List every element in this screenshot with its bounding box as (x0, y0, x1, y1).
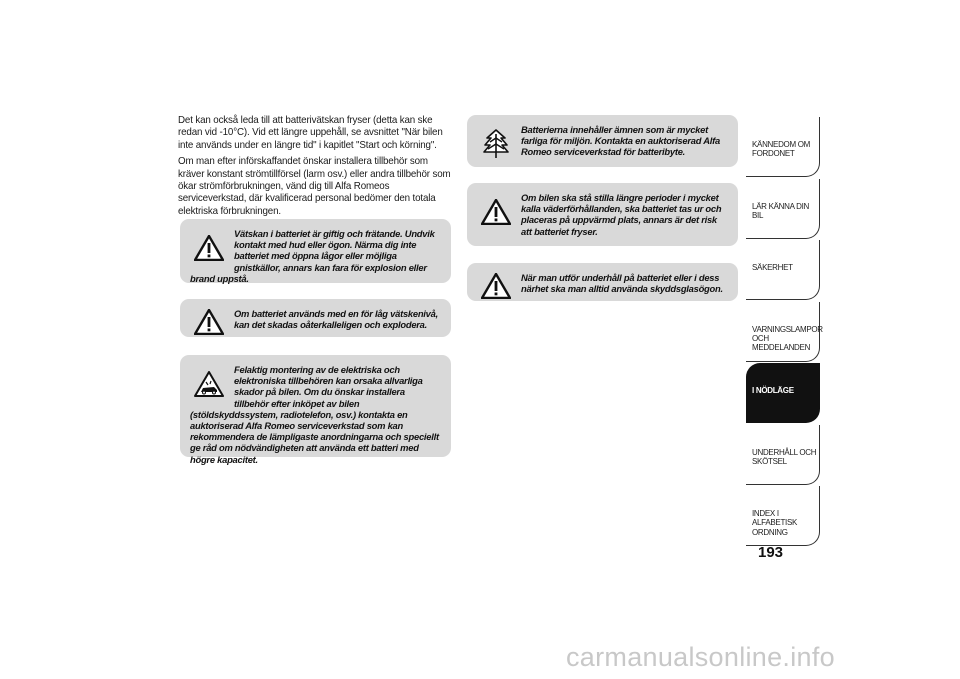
warning-triangle-icon (190, 230, 228, 266)
warning-box (180, 355, 451, 465)
body-text (178, 115, 453, 218)
car-damage-triangle-icon (190, 366, 228, 402)
tab-index[interactable] (746, 486, 820, 546)
page-number: 193 (758, 544, 784, 561)
tab-sakerhet[interactable] (746, 240, 820, 300)
watermark: carmanualsonline.info (566, 642, 835, 672)
paragraph: Det kan också leda till att batterivätskan fryser (detta kan ske redan vid -10°C). Vid ett längre uppehåll, se avsnittet "När bilen inte används under en längre tid" i kapitlet "Start och körning". (178, 115, 443, 151)
tab-label: KÄNNEDOM OM FORDONET (752, 140, 811, 159)
chapter-tabs (746, 117, 823, 548)
warning-text: Batterierna innehåller ämnen som är mycket farliga för miljön. Kontakta en auktoriserad Alfa Romeo serviceverkstad för batteribyte. (521, 124, 720, 158)
warning-text: Felaktig montering av de elektriska och elektroniska tillbehören kan orsaka allvarliga skador på bilen. Om du önskar installera tillbehör efter inköpet av bilen (stöldskyddssystem, radiotelefon, osv.) kontakta en auktoriserad Alfa Romeo serviceverkstad som kan rekommendera de lämpligaste anordningarna och speciellt ge råd om nödvändigheten att använda ett batteri med högre kapacitet. (190, 364, 439, 465)
tab-label: VARNINGSLAMPOR OCH MEDDELANDEN (752, 324, 823, 353)
warning-text: Om bilen ska stå stilla längre perioder i mycket kalla väderförhållanden, ska batteriet tas ur och placeras på uppvärmd plats, annars är det risk att batteriet fryser. (521, 192, 722, 237)
left-column (178, 115, 453, 222)
tab-underhall-och-skotsel[interactable] (746, 425, 820, 485)
warning-triangle-icon (477, 194, 515, 230)
warning-text: Om batteriet används med en för låg vätskenivå, kan det skadas oåterkalleligen och explodera. (234, 308, 438, 331)
warning-text: När man utför underhåll på batteriet eller i dess närhet ska man alltid använda skyddsglasögon. (521, 272, 723, 295)
tab-label: UNDERHÅLL OCH SKÖTSEL (752, 447, 817, 466)
warning-box (467, 183, 738, 246)
warning-box (467, 115, 738, 167)
warning-box (180, 299, 451, 337)
warning-box (180, 219, 451, 283)
environment-tree-icon (477, 126, 515, 162)
tab-label: LÄR KÄNNA DIN BIL (752, 201, 810, 220)
tab-label: SÄKERHET (752, 263, 793, 272)
warning-triangle-icon (477, 274, 515, 298)
tab-label: INDEX I ALFABETISK ORDNING (752, 509, 798, 537)
warning-triangle-icon (190, 310, 228, 334)
tab-varningslampor[interactable] (746, 302, 823, 362)
warning-text: Vätskan i batteriet är giftig och frätande. Undvik kontakt med hud eller ögon. Närma dig inte batteriet med öppna lågor eller möjliga gnistkällor, annars kan fara för explosion eller brand uppstå. (190, 228, 435, 284)
tab-lar-kanna-din-bil[interactable] (746, 179, 820, 239)
tab-kannedom-om-fordonet[interactable] (746, 117, 820, 177)
tab-label: I NÖDLÄGE (752, 386, 794, 395)
warning-box (467, 263, 738, 301)
tab-i-nodlage[interactable] (746, 363, 820, 423)
paragraph: Om man efter införskaffandet önskar installera tillbehör som kräver konstant strömtillförsel (larm osv.) eller andra tillbehör som ökar strömförbrukningen, vänd dig till Alfa Romeos serviceverkstad, där kvalificerad personal bedömer den totala elektriska förbrukningen. (178, 156, 451, 217)
